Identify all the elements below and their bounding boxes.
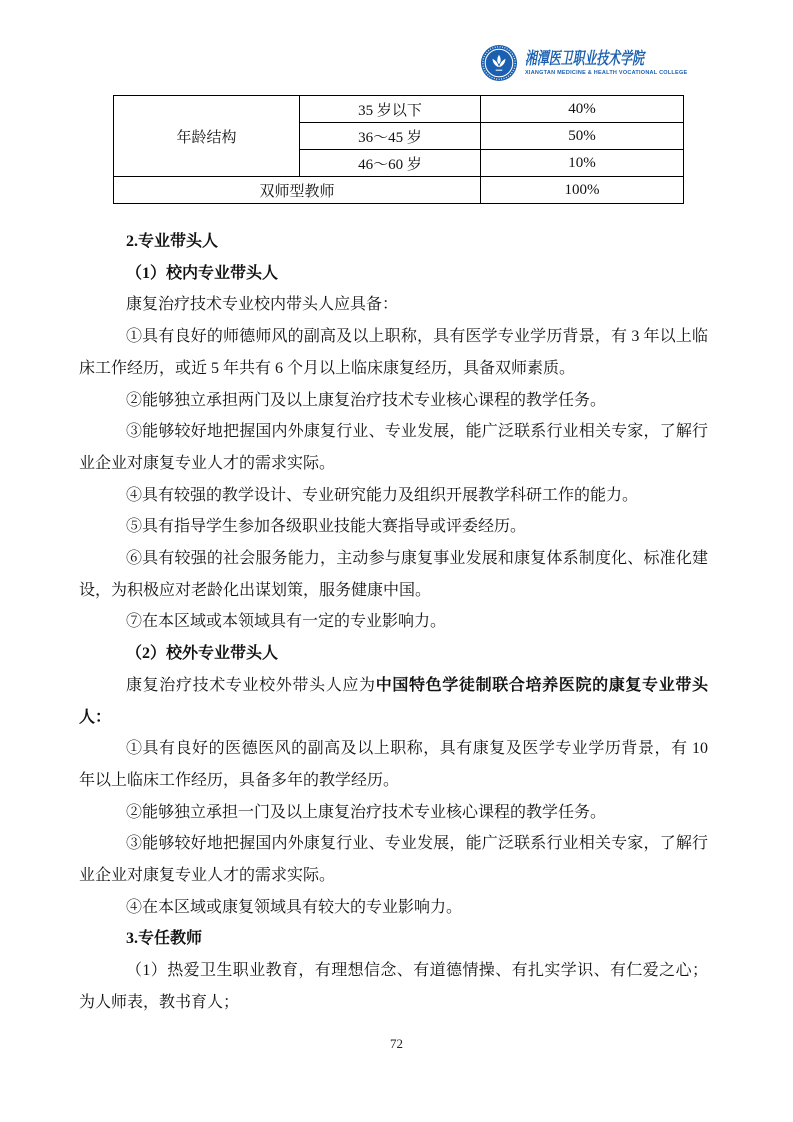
text-run: （1）校内专业带头人: [126, 264, 279, 282]
text-run: 2.专业带头人: [126, 233, 219, 250]
text-run: ③能够较好地把握国内外康复行业、专业发展，能广泛联系行业相关专家，了解行业企业对康复专业人才的需求实际。: [79, 423, 708, 472]
age-range-cell: 35 岁以下: [300, 96, 481, 123]
text-run: ③能够较好地把握国内外康复行业、专业发展，能广泛联系行业相关专家，了解行业企业对康复专业人才的需求实际。: [79, 835, 708, 885]
section-heading: [79, 923, 708, 955]
faculty-structure-table: [113, 95, 684, 204]
paragraph: [79, 892, 708, 924]
college-logo: [480, 44, 695, 82]
paragraph: [79, 797, 708, 829]
paragraph: [79, 289, 708, 321]
text-run: （1）热爱卫生职业教育，有理想信念、有道德情操、有扎实学识、有仁爱之心；为人师表，教书育人；: [79, 962, 708, 1011]
page-number: 72: [390, 1036, 403, 1051]
text-run: ④在本区域或康复领域具有较大的专业影响力。: [126, 898, 463, 916]
text-run: ①具有良好的师德师风的副高及以上职称，具有医学专业学历背景，有 3 年以上临床工作经历，或近 5 年共有 6 个月以上临床康复经历，具备双师素质。: [79, 328, 708, 377]
dual-qualified-teacher-label-cell: 双师型教师: [114, 177, 481, 204]
paragraph: [79, 511, 708, 543]
document-body: [79, 226, 708, 1019]
text-run: ⑤具有指导学生参加各级职业技能大赛指导或评委经历。: [126, 518, 527, 536]
text-run: ①具有良好的医德医风的副高及以上职称，具有康复及医学专业学历背景，有 10 年以上临床工作经历，具备多年的教学经历。: [79, 740, 708, 789]
text-run: ⑥具有较强的社会服务能力，主动参与康复事业发展和康复体系制度化、标准化建设，为积极应对老龄化出谋划策，服务健康中国。: [79, 550, 708, 599]
paragraph: [79, 733, 708, 796]
age-range-cell: 36～45 岁: [300, 123, 481, 150]
paragraph: [79, 385, 708, 417]
college-name-en: XIANGTAN MEDICINE & HEALTH VOCATIONAL COLLEGE: [525, 70, 688, 76]
age-structure-label-cell: 年龄结构: [114, 96, 300, 177]
text-run: ④具有较强的教学设计、专业研究能力及组织开展教学科研工作的能力。: [126, 486, 639, 504]
percent-cell: 100%: [481, 177, 684, 204]
paragraph: [79, 480, 708, 512]
table-row: [114, 96, 684, 123]
college-name-zh: 湘潭医卫职业技术学院: [525, 49, 644, 68]
bold-text-run: 中国特色学徒制联合培养医院的康复专业带头人：: [79, 676, 708, 726]
paragraph: [79, 321, 708, 384]
paragraph: [79, 543, 708, 606]
section-heading: [79, 638, 708, 670]
text-run: ②能够独立承担两门及以上康复治疗技术专业核心课程的教学任务。: [126, 391, 607, 409]
text-run: 康复治疗技术专业校外带头人应为: [126, 676, 376, 694]
paragraph: [79, 670, 708, 733]
paragraph: [79, 416, 708, 479]
paragraph: [79, 955, 708, 1018]
percent-cell: 50%: [481, 123, 684, 150]
text-run: ⑦在本区域或本领域具有一定的专业影响力。: [126, 613, 447, 631]
college-name-block: [525, 49, 695, 77]
section-heading: [79, 226, 708, 258]
percent-cell: 40%: [481, 96, 684, 123]
percent-cell: 10%: [481, 150, 684, 177]
college-seal-lotus-icon: [480, 44, 518, 82]
paragraph: [79, 606, 708, 638]
text-run: 3.专任教师: [126, 930, 203, 948]
text-run: ②能够独立承担一门及以上康复治疗技术专业核心课程的教学任务。: [126, 803, 607, 821]
section-heading: [79, 258, 708, 290]
age-range-cell: 46～60 岁: [300, 150, 481, 177]
table-row: [114, 177, 684, 204]
paragraph: [79, 828, 708, 891]
text-run: 康复治疗技术专业校内带头人应具备：: [126, 296, 399, 314]
text-run: （2）校外专业带头人: [126, 645, 279, 663]
